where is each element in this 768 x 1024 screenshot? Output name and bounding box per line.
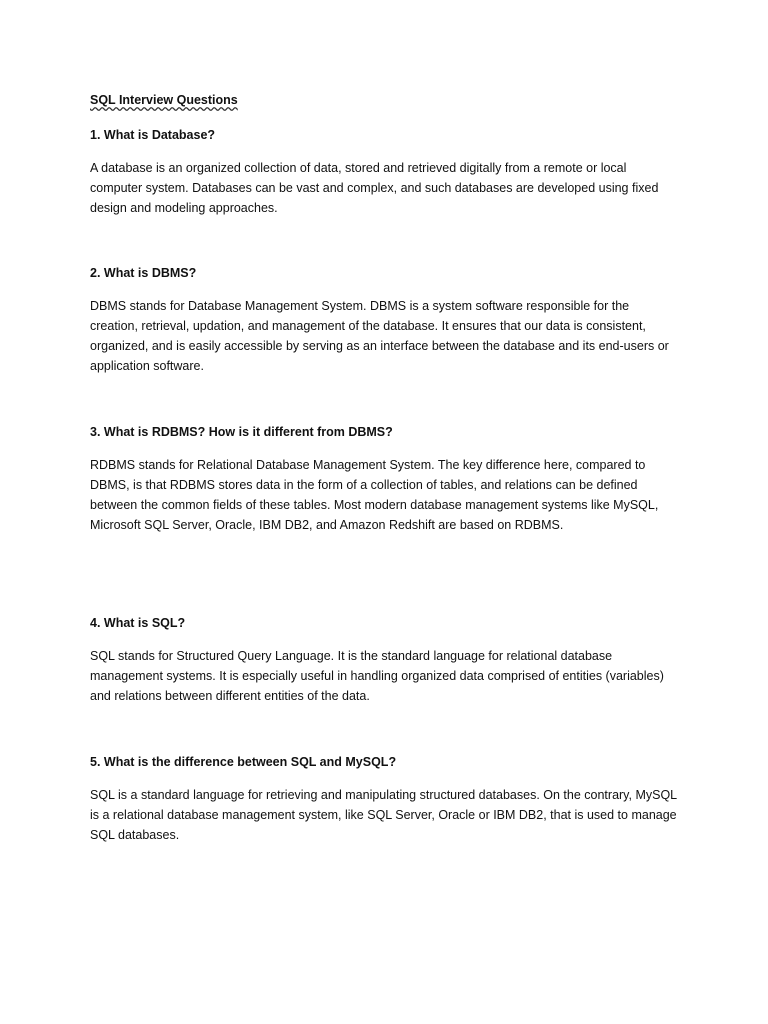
question-answer-4: SQL stands for Structured Query Language. It is the standard language for relational database management systems. It is especially useful in handling organized data comprised of entities (variables) and relations between different entities of the data. xyxy=(90,649,664,703)
question-answer-5: SQL is a standard language for retrieving and manipulating structured databases. On the contrary, MySQL is a relational database management system, like SQL Server, Oracle or IBM DB2, that is used to manage SQL databases. xyxy=(90,788,677,842)
question-answer-2: DBMS stands for Database Management System. DBMS is a system software responsible for the creation, retrieval, updation, and management of the database. It ensures that our data is consistent, organized, and is easily accessible by serving as an interface between the database and its end-users or application software. xyxy=(90,299,669,373)
question-heading-3: 3. What is RDBMS? How is it different from DBMS? xyxy=(90,425,393,439)
question-heading-4: 4. What is SQL? xyxy=(90,616,186,630)
document-title: SQL Interview Questions xyxy=(90,93,238,107)
question-heading-5: 5. What is the difference between SQL and MySQL? xyxy=(90,755,397,769)
question-answer-1: A database is an organized collection of data, stored and retrieved digitally from a remote or local computer system. Databases can be vast and complex, and such databases are developed using fixed design and modeling approaches. xyxy=(90,161,659,215)
question-answer-3: RDBMS stands for Relational Database Management System. The key difference here, compared to DBMS, is that RDBMS stores data in the form of a collection of tables, and relations can be defined between the common fields of these tables. Most modern database management systems like MySQL, Microsoft SQL Server, Oracle, IBM DB2, and Amazon Redshift are based on RDBMS. xyxy=(90,458,659,532)
question-heading-2: 2. What is DBMS? xyxy=(90,266,197,280)
question-heading-1: 1. What is Database? xyxy=(90,128,216,142)
